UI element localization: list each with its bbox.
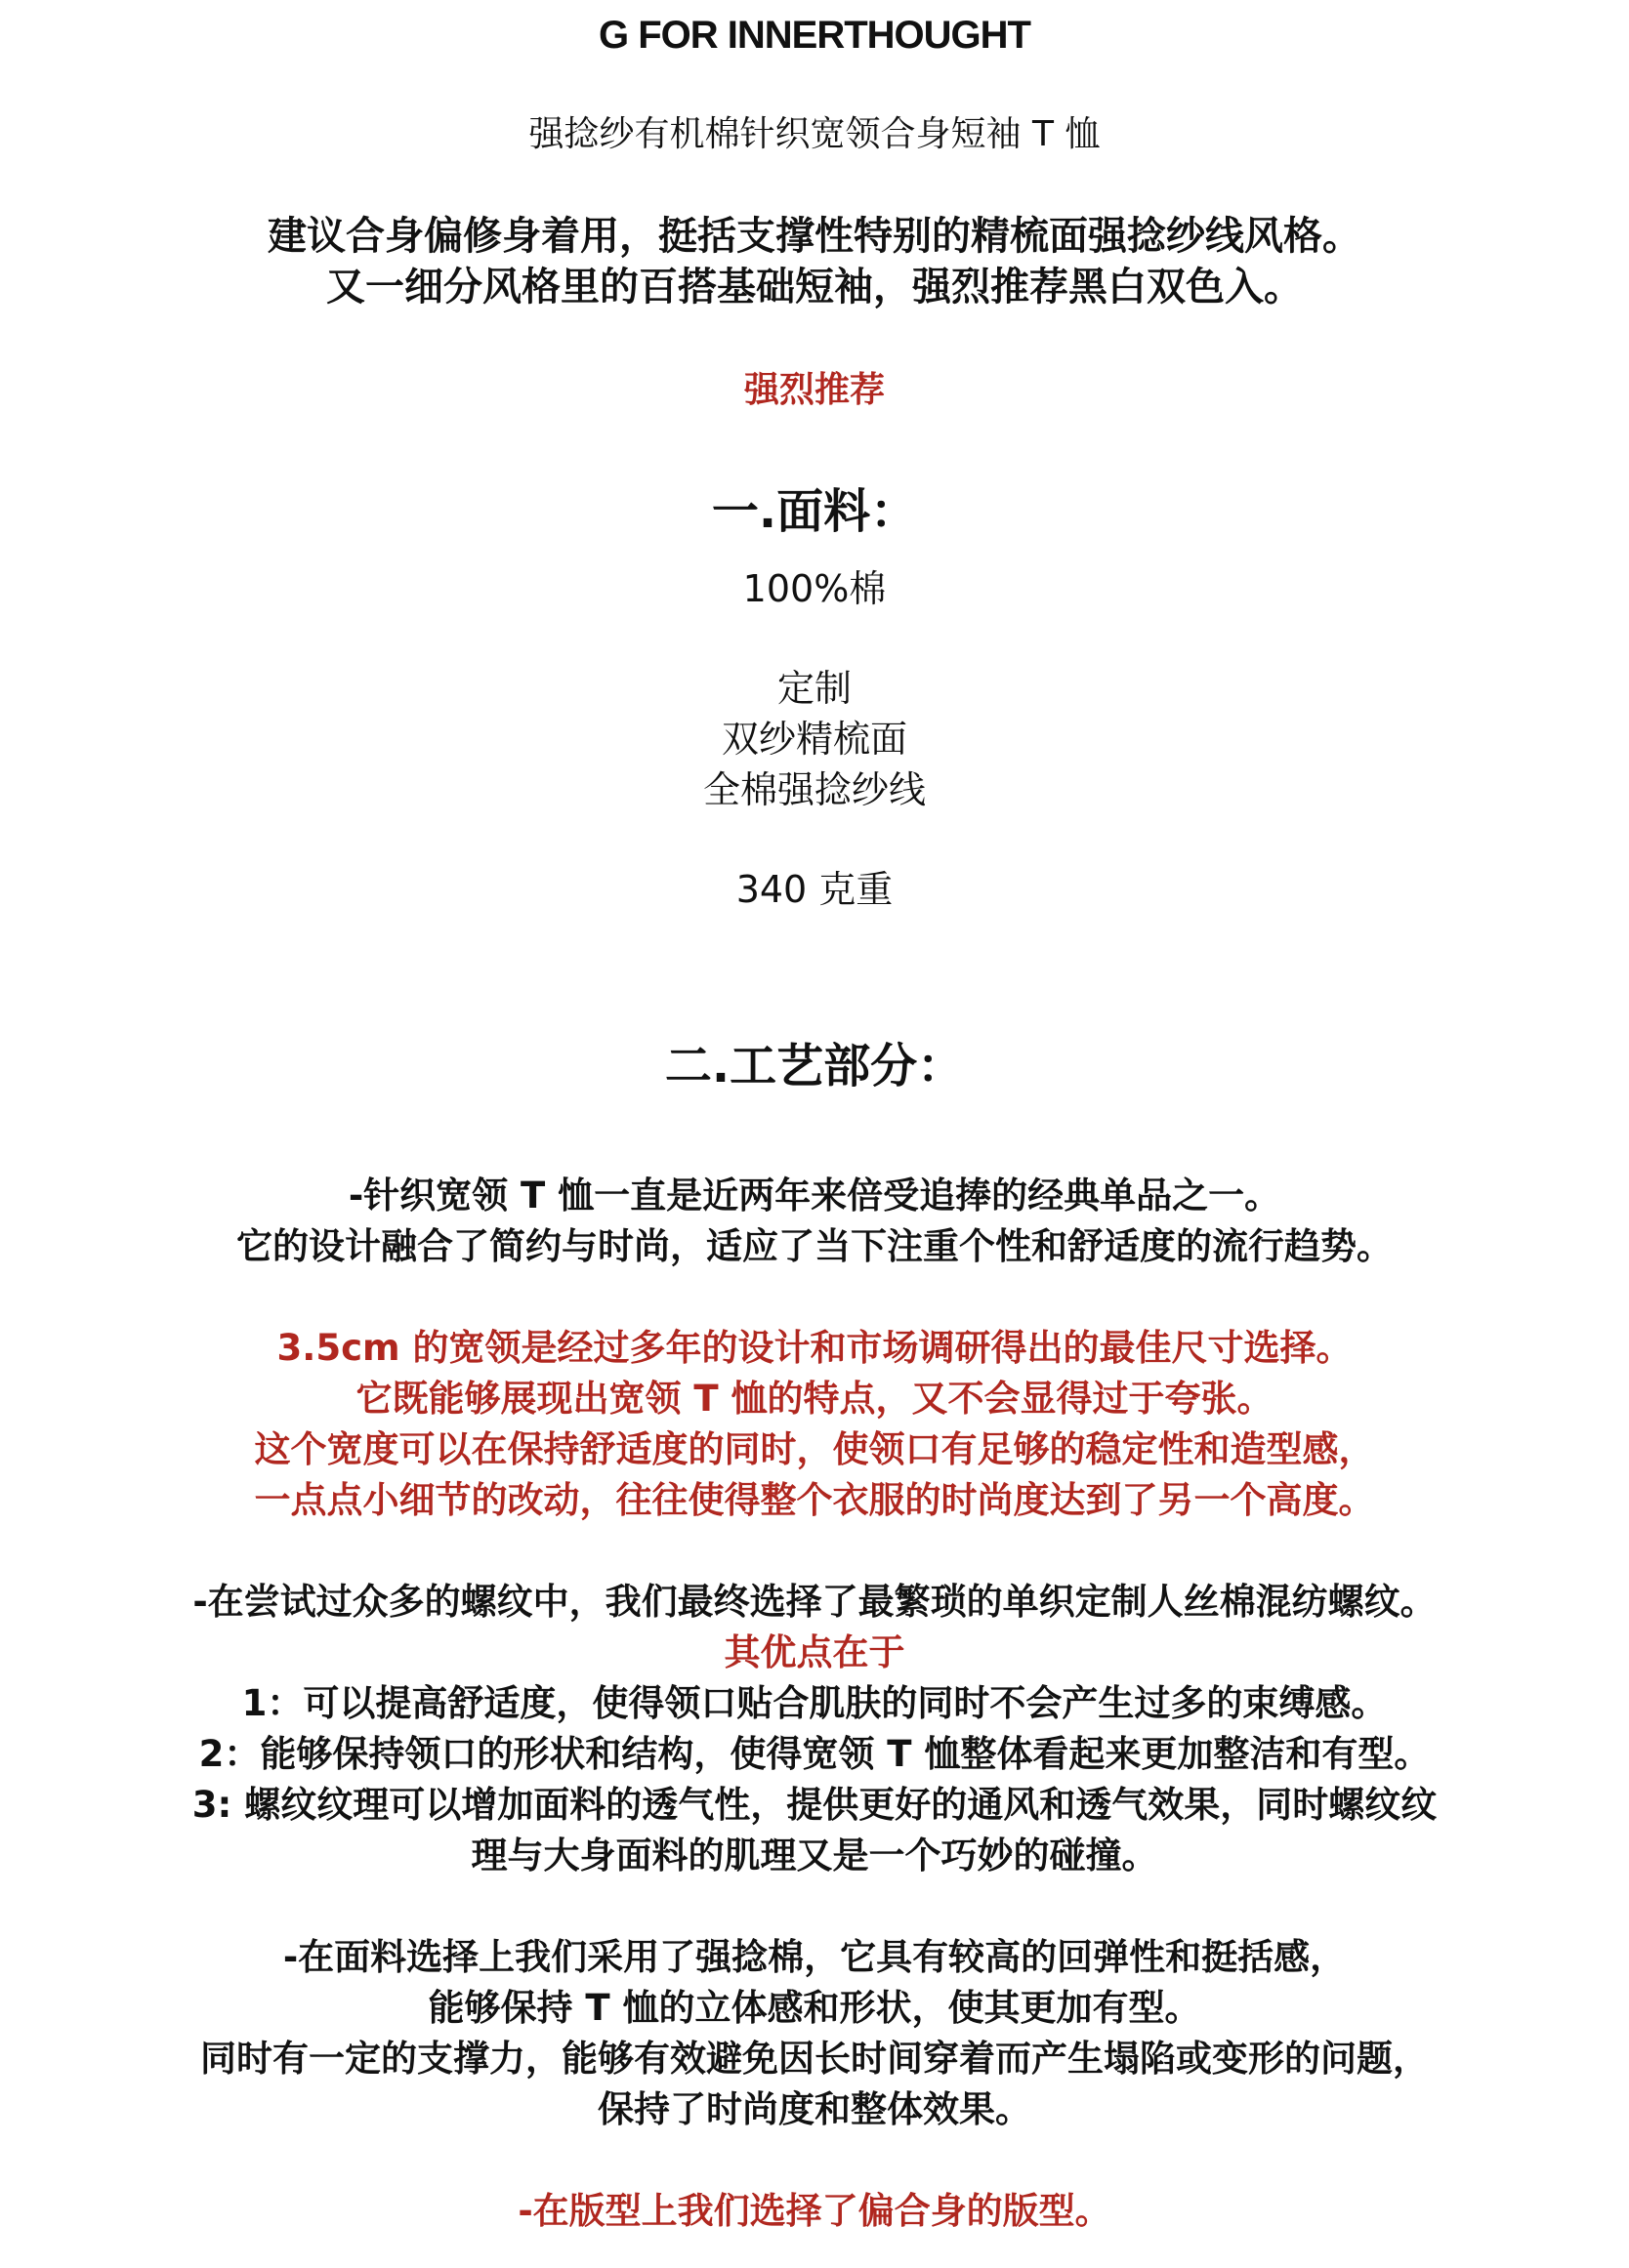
- recommend-label: 强烈推荐: [743, 370, 885, 410]
- craft-paragraph-line: -针织宽领 T 恤一直是近两年来倍受追捧的经典单品之一。: [348, 1175, 1281, 1216]
- fabric-choice-line: 保持了时尚度和整体效果。: [598, 2088, 1031, 2130]
- collar-highlight-line: 这个宽度可以在保持舒适度的同时，使领口有足够的稳定性和造型感，: [254, 1428, 1375, 1470]
- rib-advantage-item: 2：能够保持领口的形状和结构，使得宽领 T 恤整体看起来更加整洁和有型。: [198, 1733, 1431, 1775]
- craft-paragraph-line: 它的设计融合了简约与时尚，适应了当下注重个性和舒适度的流行趋势。: [236, 1225, 1393, 1267]
- collar-highlight-line: 它既能够展现出宽领 T 恤的特点，又不会显得过于夸张。: [355, 1378, 1274, 1420]
- fabric-line: 全棉强捻纱线: [702, 768, 926, 811]
- fabric-composition: 100%棉: [742, 567, 887, 610]
- rib-intro-line: -在尝试过众多的螺纹中，我们最终选择了最繁琐的单织定制人丝棉混纺螺纹。: [192, 1581, 1437, 1623]
- rib-advantage-item: 3: 螺纹纹理可以增加面料的透气性，提供更好的通风和透气效果，同时螺纹纹: [191, 1784, 1438, 1826]
- fabric-choice-line: 同时有一定的支撑力，能够有效避免因长时间穿着而产生塌陷或变形的问题，: [200, 2038, 1429, 2080]
- collar-highlight-line: 3.5cm 的宽领是经过多年的设计和市场调研得出的最佳尺寸选择。: [276, 1327, 1353, 1369]
- rib-advantage-item: 1：可以提高舒适度，使得领口贴合肌肤的同时不会产生过多的束缚感。: [241, 1682, 1388, 1724]
- fabric-line: 双纱精梳面: [721, 718, 907, 761]
- fabric-choice-line: -在面料选择上我们采用了强捻棉，它具有较高的回弹性和挺括感，: [282, 1936, 1347, 1978]
- fabric-choice-line: 能够保持 T 恤的立体感和形状，使其更加有型。: [428, 1987, 1201, 2029]
- fabric-weight: 340 克重: [735, 868, 894, 911]
- intro-line-2: 又一细分风格里的百搭基础短袖，强烈推荐黑白双色入。: [326, 265, 1303, 309]
- rib-advantages-label: 其优点在于: [724, 1631, 905, 1673]
- product-subtitle: 强捻纱有机棉针织宽领合身短袖 T 恤: [528, 114, 1101, 154]
- intro-line-1: 建议合身偏修身着用，挺括支撑性特别的精梳面强捻纱线风格。: [268, 214, 1361, 259]
- collar-highlight-line: 一点点小细节的改动，往往使得整个衣服的时尚度达到了另一个高度。: [254, 1479, 1375, 1521]
- fit-highlight-line: -在版型上我们选择了偏合身的版型。: [518, 2190, 1111, 2232]
- rib-advantage-item: 理与大身面料的肌理又是一个巧妙的碰撞。: [471, 1835, 1158, 1876]
- brand-title: G FOR INNERTHOUGHT: [599, 14, 1030, 57]
- fabric-line: 定制: [776, 667, 852, 710]
- fabric-section-title: 一.面料：: [711, 484, 918, 539]
- craft-section-title: 二.工艺部分：: [664, 1039, 965, 1093]
